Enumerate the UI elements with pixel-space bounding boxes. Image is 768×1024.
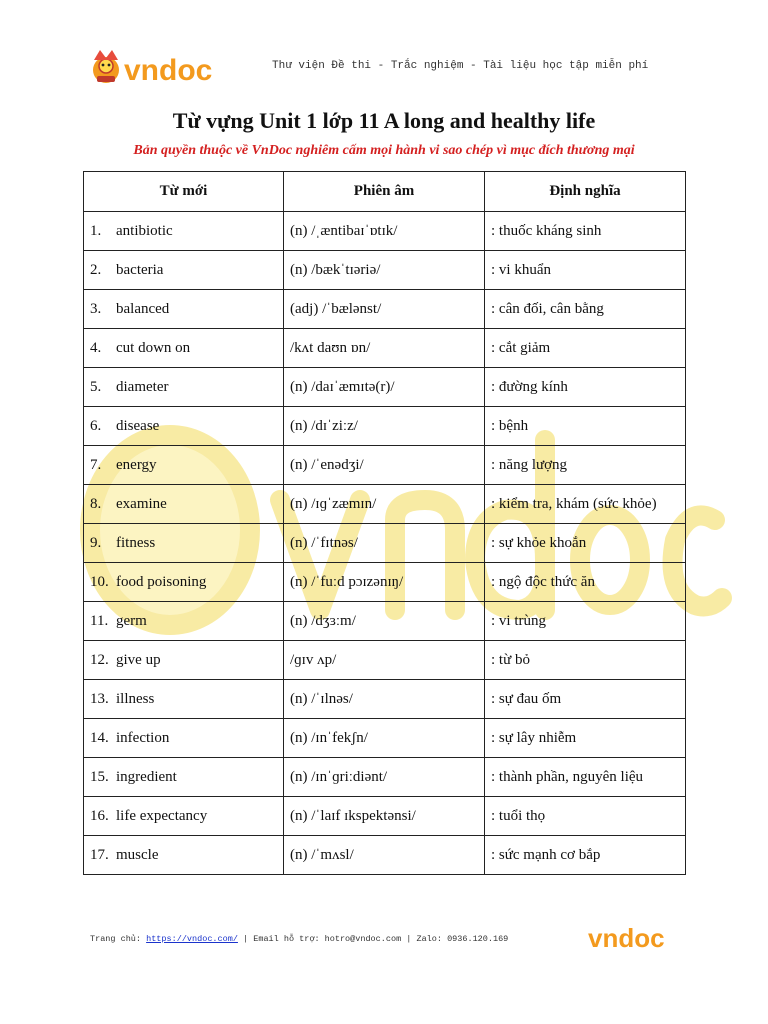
cell-word (84, 368, 284, 407)
row-number: 15. (90, 768, 109, 785)
cell-phonetic: (n) /dɪˈziːz/ (284, 407, 485, 446)
footer-vndoc-logo (588, 924, 680, 952)
page-footer (90, 934, 508, 944)
cell-phonetic: (n) /bækˈtɪəriə/ (284, 251, 485, 290)
table-row (84, 290, 686, 329)
cell-phonetic: (n) /ˌæntibaɪˈɒtɪk/ (284, 212, 485, 251)
cell-meaning: : năng lượng (485, 446, 686, 485)
cell-meaning: : tuổi thọ (485, 797, 686, 836)
word-text: ingredient (116, 768, 177, 785)
cell-word (84, 524, 284, 563)
cell-meaning: : cân đối, cân bằng (485, 290, 686, 329)
word-text: life expectancy (116, 807, 208, 824)
cell-phonetic: (n) /daɪˈæmɪtə(r)/ (284, 368, 485, 407)
cell-word (84, 797, 284, 836)
table-row (84, 446, 686, 485)
row-number: 8. (90, 495, 102, 512)
cell-phonetic: (n) /ɪnˈɡriːdiənt/ (284, 758, 485, 797)
cell-phonetic: (n) /ɪnˈfekʃn/ (284, 719, 485, 758)
cell-word (84, 719, 284, 758)
cell-meaning: : bệnh (485, 407, 686, 446)
word-text: illness (116, 690, 155, 707)
table-row (84, 329, 686, 368)
table-row (84, 758, 686, 797)
cell-word (84, 563, 284, 602)
row-number: 3. (90, 300, 102, 317)
cell-meaning: : cắt giảm (485, 329, 686, 368)
footer-brand-text: vndoc (588, 924, 665, 952)
cell-meaning: : vi khuẩn (485, 251, 686, 290)
table-row (84, 797, 686, 836)
table-row (84, 368, 686, 407)
cell-meaning: : sự đau ốm (485, 680, 686, 719)
word-text: examine (116, 495, 167, 512)
cell-word (84, 602, 284, 641)
table-row (84, 485, 686, 524)
cell-word (84, 485, 284, 524)
cell-word (84, 251, 284, 290)
word-text: muscle (116, 846, 159, 863)
cell-phonetic: (n) /ˈlaɪf ɪkspektənsi/ (284, 797, 485, 836)
row-number: 12. (90, 651, 109, 668)
cell-phonetic: (n) /ˈenədʒi/ (284, 446, 485, 485)
table-row (84, 641, 686, 680)
cell-phonetic: /kʌt daʊn ɒn/ (284, 329, 485, 368)
site-tagline: Thư viện Đề thi - Trắc nghiệm - Tài liệu học tập miễn phí (272, 60, 649, 72)
word-text: disease (116, 417, 160, 434)
word-text: bacteria (116, 261, 164, 278)
table-row (84, 680, 686, 719)
table-row (84, 524, 686, 563)
row-number: 13. (90, 690, 109, 707)
row-number: 9. (90, 534, 102, 551)
cell-meaning: : vi trùng (485, 602, 686, 641)
footer-home-link[interactable]: https://vndoc.com/ (146, 934, 238, 944)
word-text: cut down on (116, 339, 191, 356)
cell-phonetic: (n) /ˈɪlnəs/ (284, 680, 485, 719)
cell-meaning: : đường kính (485, 368, 686, 407)
row-number: 4. (90, 339, 102, 356)
word-text: food poisoning (116, 573, 207, 590)
table-row (84, 251, 686, 290)
col-header-phonetic: Phiên âm (284, 172, 485, 212)
word-text: diameter (116, 378, 169, 395)
word-text: infection (116, 729, 170, 746)
cell-phonetic: (n) /ˈfuːd pɔɪzənɪŋ/ (284, 563, 485, 602)
cell-phonetic: /ɡɪv ʌp/ (284, 641, 485, 680)
row-number: 14. (90, 729, 109, 746)
word-text: balanced (116, 300, 170, 317)
cell-word (84, 758, 284, 797)
word-text: give up (116, 651, 161, 668)
brand-text: vndoc (124, 54, 213, 87)
row-number: 1. (90, 222, 102, 239)
copyright-notice: Bản quyền thuộc về VnDoc nghiêm cấm mọi hành vi sao chép vì mục đích thương mại (133, 143, 635, 158)
cell-phonetic: (n) /ˈmʌsl/ (284, 836, 485, 875)
cell-phonetic: (n) /dʒɜːm/ (284, 602, 485, 641)
vndoc-logo (86, 46, 246, 90)
cell-phonetic: (n) /ɪɡˈzæmɪn/ (284, 485, 485, 524)
cell-meaning: : kiểm tra, khám (sức khỏe) (485, 485, 686, 524)
cell-phonetic: (n) /ˈfɪtnəs/ (284, 524, 485, 563)
word-text: antibiotic (116, 222, 173, 239)
footer-contact: | Email hỗ trợ: hotro@vndoc.com | Zalo: 0936.120.169 (237, 934, 509, 944)
word-text: energy (116, 456, 157, 473)
row-number: 17. (90, 846, 109, 863)
cell-meaning: : ngộ độc thức ăn (485, 563, 686, 602)
row-number: 16. (90, 807, 109, 824)
cell-meaning: : sự khỏe khoắn (485, 524, 686, 563)
row-number: 10. (90, 573, 109, 590)
cell-word (84, 407, 284, 446)
table-row (84, 602, 686, 641)
mascot-icon (93, 50, 119, 83)
table-row (84, 212, 686, 251)
row-number: 2. (90, 261, 102, 278)
row-number: 7. (90, 456, 102, 473)
table-row (84, 836, 686, 875)
cell-word (84, 680, 284, 719)
cell-meaning: : từ bỏ (485, 641, 686, 680)
footer-home-label: Trang chủ: (90, 934, 147, 944)
cell-meaning: : thành phần, nguyên liệu (485, 758, 686, 797)
cell-meaning: : thuốc kháng sinh (485, 212, 686, 251)
col-header-meaning: Định nghĩa (485, 172, 686, 212)
word-text: fitness (116, 534, 156, 551)
vocabulary-table (83, 171, 686, 875)
row-number: 5. (90, 378, 102, 395)
page-title: Từ vựng Unit 1 lớp 11 A long and healthy life (172, 108, 596, 133)
table-header-row (84, 172, 686, 212)
cell-word (84, 836, 284, 875)
table-row (84, 719, 686, 758)
cell-meaning: : sự lây nhiễm (485, 719, 686, 758)
cell-word (84, 641, 284, 680)
cell-word (84, 212, 284, 251)
row-number: 6. (90, 417, 102, 434)
cell-word (84, 446, 284, 485)
word-text: germ (116, 612, 147, 629)
table-row (84, 407, 686, 446)
col-header-word: Từ mới (84, 172, 284, 212)
table-row (84, 563, 686, 602)
cell-phonetic: (adj) /ˈbælənst/ (284, 290, 485, 329)
row-number: 11. (90, 612, 109, 629)
cell-word (84, 329, 284, 368)
cell-meaning: : sức mạnh cơ bắp (485, 836, 686, 875)
page-header (86, 44, 686, 94)
cell-word (84, 290, 284, 329)
